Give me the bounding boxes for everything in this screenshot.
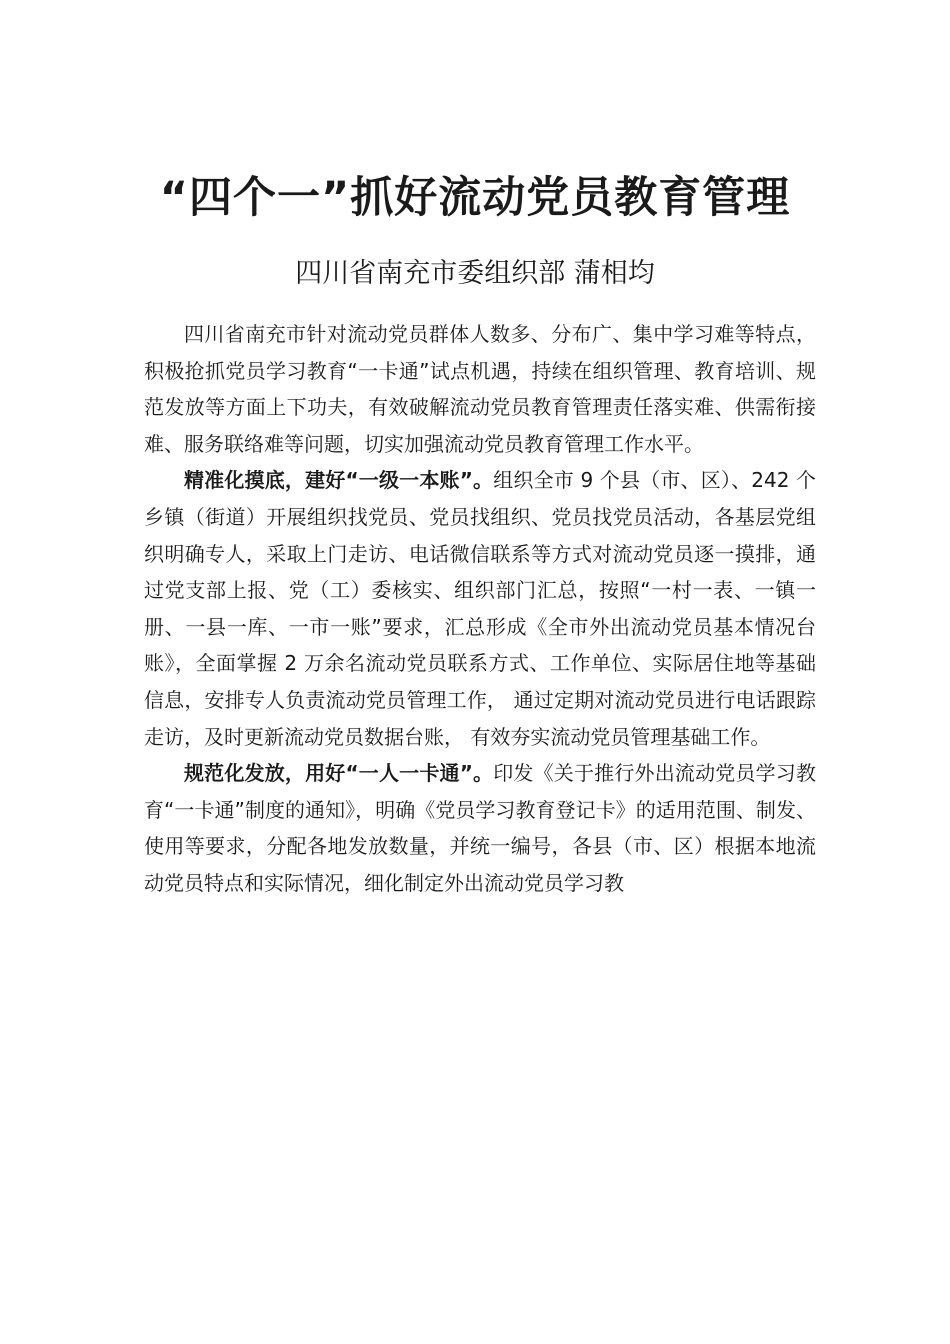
paragraph-text: 组织全市 9 个县（市、区）、242 个乡镇（街道）开展组织找党员、党员找组织、党员找党员活动，各基层党组织明确专人，采取上门走访、电话微信联系等方式对流动党员逐一摸排，通过党支部上报、党（工）委核实、组织部门汇总，按照“一村一表、一镇一册、一县一库、一市一账”要求，汇总形成《全市外出流动党员基本情况台账》，全面掌握 2 万余名流动党员联系方式、工作单位、实际居住地等基础信息，安排专人负责流动党员管理工作， 通过定期对流动党员进行电话跟踪走访，及时更新流动党员数据台账， 有效夯实流动党员管理基础工作。 (144, 468, 816, 749)
paragraph-section-1 (144, 462, 816, 755)
document-body (144, 316, 816, 902)
paragraph-text: 印发《关于推行外出流动党员学习教育“一卡通”制度的通知》，明确《党员学习教育登记卡》的适用范围、制发、使用等要求，分配各地发放数量，并统一编号，各县（市、区）根据本地流动党员特点和实际情况，细化制定外出流动党员学习教 (144, 761, 816, 895)
document-author: 四川省南充市委组织部 蒲相均 (295, 258, 655, 289)
document-title: “四个一”抓好流动党员教育管理 (159, 173, 791, 223)
paragraph-lead: 精准化摸底，建好“一级一本账”。 (184, 468, 494, 493)
paragraph-lead: 规范化发放，用好“一人一卡通”。 (184, 761, 494, 786)
paragraph-intro (144, 316, 816, 462)
paragraph-text: 四川省南充市针对流动党员群体人数多、分布广、集中学习难等特点，积极抢抓党员学习教育“一卡通”试点机遇，持续在组织管理、教育培训、规范发放等方面上下功夫，有效破解流动党员教育管理责任落实难、供需衔接难、服务联络难等问题，切实加强流动党员教育管理工作水平。 (144, 322, 816, 456)
paragraph-section-2 (144, 755, 816, 901)
